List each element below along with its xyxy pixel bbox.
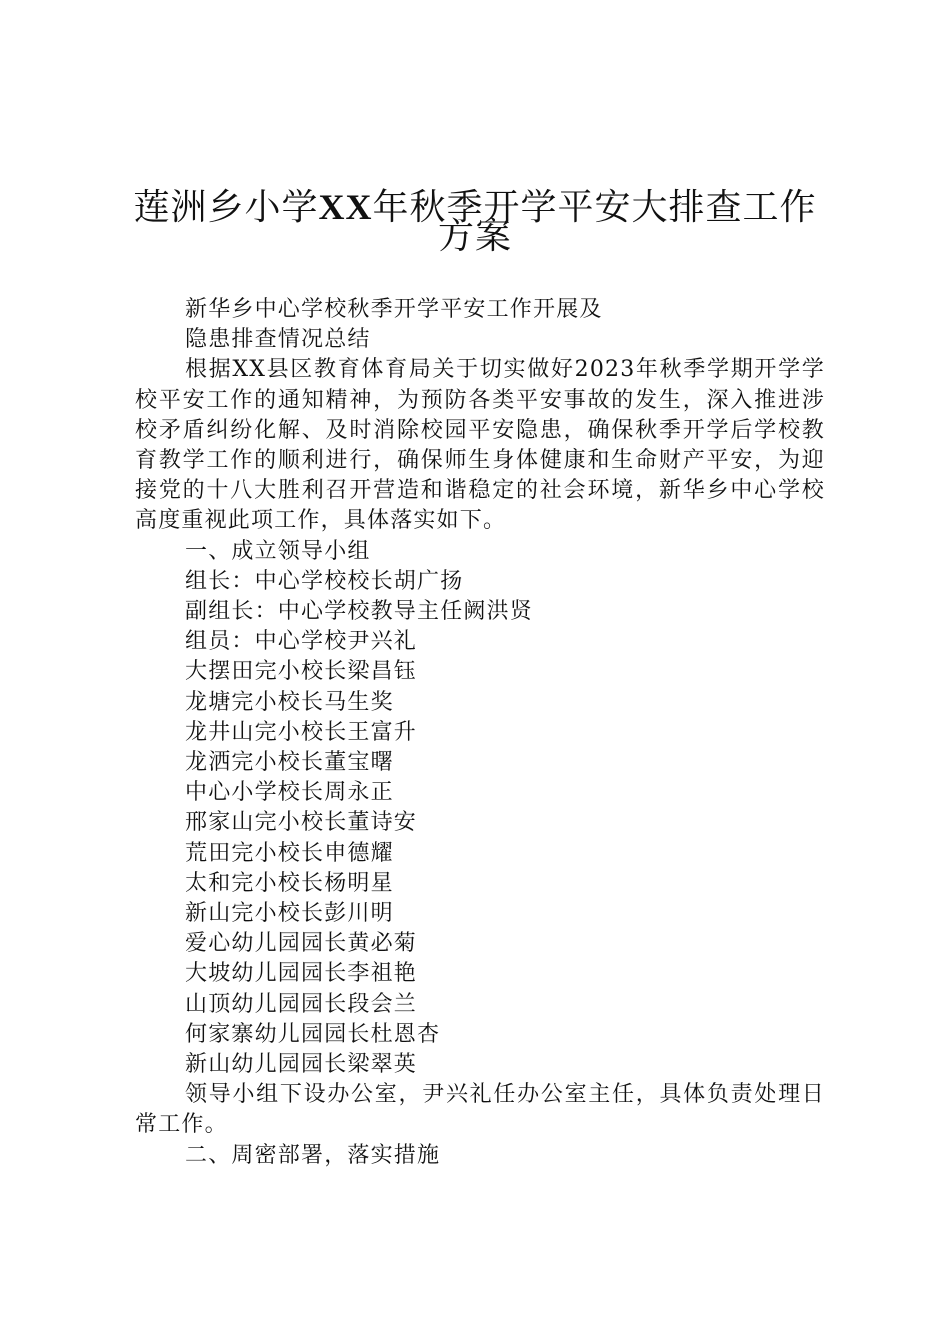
section-heading-2: 二、周密部署，落实措施	[185, 1142, 441, 1168]
list-item: 组长：中心学校校长胡广扬	[185, 568, 464, 594]
list-item: 荒田完小校长申德耀	[185, 840, 394, 866]
title-part-b: XX	[318, 187, 373, 227]
list-item: 太和完小校长杨明星	[185, 870, 394, 896]
document-body	[135, 295, 825, 1171]
list-item: 中心小学校长周永正	[185, 780, 394, 806]
list-item: 大坡幼儿园园长李祖艳	[185, 961, 418, 987]
paragraph-intro: 根据XX县区教育体育局关于切实做好2023年秋季学期开学学校平安工作的通知精神，为预防各类平安事故的发生，深入推进涉校矛盾纠纷化解、及时消除校园平安隐患，确保秋季开学后学校教育教学工作的顺利进行，确保师生身体健康和生命财产平安，为迎接党的十八大胜利召开营造和谐稳定的社会环境，新华乡中心学校高度重视此项工作，具体落实如下。	[135, 357, 825, 534]
list-item: 爱心幼儿园园长黄必菊	[185, 931, 418, 957]
list-item: 山顶幼儿园园长段会兰	[185, 991, 418, 1017]
paragraph-office: 领导小组下设办公室，尹兴礼任办公室主任，具体负责处理日常工作。	[135, 1082, 825, 1138]
list-item: 新山完小校长彭川明	[185, 901, 394, 927]
list-item: 新山幼儿园园长梁翠英	[185, 1052, 418, 1078]
paragraph-subtitle-1: 新华乡中心学校秋季开学平安工作开展及	[185, 297, 603, 322]
list-item: 龙洒完小校长董宝曙	[185, 750, 394, 776]
list-item: 组员：中心学校尹兴礼	[185, 629, 418, 655]
list-item: 龙塘完小校长马生奖	[185, 689, 394, 715]
list-item: 副组长：中心学校教导主任阙洪贤	[185, 599, 534, 625]
list-item: 邢家山完小校长董诗安	[185, 810, 418, 836]
document-title-line2: 方案	[437, 216, 512, 257]
paragraph-subtitle-2: 隐患排查情况总结	[185, 327, 371, 353]
section-heading-1: 一、成立领导小组	[185, 538, 371, 564]
title-part-c: 年秋季开学平安大排查工作	[372, 187, 817, 228]
list-item: 大摆田完小校长梁昌钰	[185, 659, 418, 685]
title-part-a: 莲洲乡小学	[133, 187, 319, 228]
list-item: 何家寨幼儿园园长杜恩杏	[185, 1021, 441, 1047]
list-item: 龙井山完小校长王富升	[185, 719, 418, 745]
